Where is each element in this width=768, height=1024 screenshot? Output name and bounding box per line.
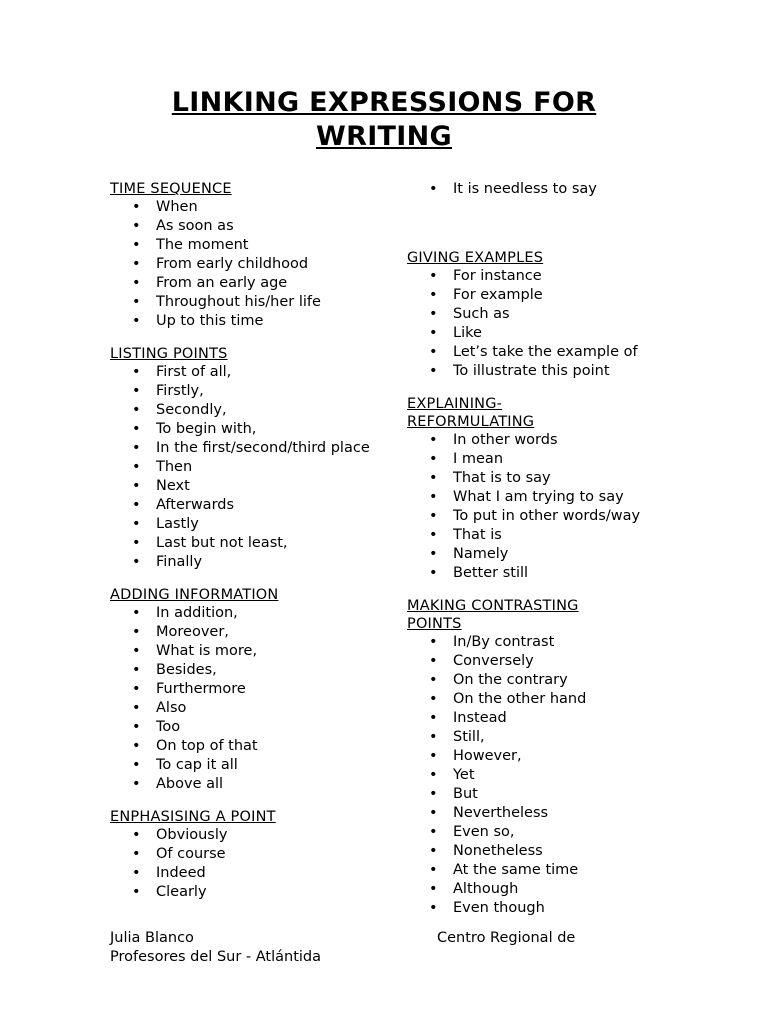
list-item: • Too (132, 719, 181, 735)
list-item: • Yet (429, 767, 475, 783)
bullet-icon: • (132, 313, 141, 329)
section-listing-points (110, 345, 390, 572)
list-item: • Although (429, 881, 519, 897)
bullet-icon: • (429, 470, 438, 486)
bullet-icon: • (132, 478, 141, 494)
list-item: • Nonetheless (429, 843, 543, 859)
list-item: • First of all, (132, 364, 232, 380)
list-item: • Furthermore (132, 681, 246, 697)
bullet-icon: • (132, 364, 141, 380)
list-item: • Nevertheless (429, 805, 549, 821)
bullet-list (110, 198, 390, 331)
list-item: • On top of that (132, 738, 258, 754)
list-item: • On the other hand (429, 691, 587, 707)
section-making-contrasting-points (407, 597, 707, 918)
list-item: • Also (132, 700, 187, 716)
bullet-icon: • (132, 421, 141, 437)
section-heading: MAKING CONTRASTING POINTS (407, 598, 579, 632)
list-item: • Of course (132, 846, 226, 862)
bullet-icon: • (132, 700, 141, 716)
list-item: • Above all (132, 776, 224, 792)
bullet-list (407, 633, 707, 918)
bullet-list (407, 180, 707, 199)
bullet-icon: • (429, 634, 438, 650)
bullet-icon: • (429, 710, 438, 726)
bullet-icon: • (429, 489, 438, 505)
author-name: Julia Blanco (110, 930, 194, 946)
bullet-list (110, 363, 390, 572)
bullet-list (110, 604, 390, 794)
list-item: • On the contrary (429, 672, 568, 688)
list-item: • Next (132, 478, 190, 494)
bullet-icon: • (132, 383, 141, 399)
left-column (110, 180, 390, 916)
bullet-icon: • (429, 843, 438, 859)
list-item: • Instead (429, 710, 507, 726)
footer-right (437, 929, 575, 948)
list-item: • I mean (429, 451, 504, 467)
bullet-icon: • (429, 748, 438, 764)
bullet-icon: • (132, 535, 141, 551)
section-explaining-reformulating (407, 395, 707, 583)
list-item: • In addition, (132, 605, 238, 621)
bullet-icon: • (429, 181, 438, 197)
bullet-icon: • (429, 527, 438, 543)
list-item: • Finally (132, 554, 203, 570)
bullet-icon: • (429, 432, 438, 448)
list-item: • Still, (429, 729, 485, 745)
list-item: • That is to say (429, 470, 551, 486)
title-line-2: WRITING (316, 121, 452, 152)
bullet-icon: • (429, 691, 438, 707)
list-item: • Even though (429, 900, 545, 916)
bullet-icon: • (132, 776, 141, 792)
bullet-icon: • (132, 275, 141, 291)
list-item: • Firstly, (132, 383, 204, 399)
right-column (407, 180, 707, 932)
list-item: • Then (132, 459, 193, 475)
bullet-icon: • (429, 729, 438, 745)
list-item: • That is (429, 527, 502, 543)
list-item: • What I am trying to say (429, 489, 624, 505)
bullet-icon: • (429, 824, 438, 840)
list-item: • Conversely (429, 653, 534, 669)
bullet-icon: • (429, 325, 438, 341)
section-heading: ENPHASISING A POINT (110, 809, 276, 825)
bullet-icon: • (132, 199, 141, 215)
bullet-list (407, 431, 707, 583)
list-item: • To put in other words/way (429, 508, 641, 524)
bullet-icon: • (132, 554, 141, 570)
section-heading: ADDING INFORMATION (110, 587, 279, 603)
list-item: • What is more, (132, 643, 258, 659)
section-heading: TIME SEQUENCE (110, 181, 232, 197)
bullet-icon: • (132, 440, 141, 456)
bullet-icon: • (429, 881, 438, 897)
list-item: • In the first/second/third place (132, 440, 370, 456)
bullet-icon: • (429, 672, 438, 688)
bullet-icon: • (429, 344, 438, 360)
list-item: • Let’s take the example of (429, 344, 638, 360)
bullet-icon: • (429, 363, 438, 379)
bullet-icon: • (429, 451, 438, 467)
bullet-icon: • (429, 268, 438, 284)
bullet-icon: • (132, 662, 141, 678)
bullet-icon: • (132, 738, 141, 754)
list-item: • But (429, 786, 478, 802)
section-heading: GIVING EXAMPLES (407, 250, 544, 266)
list-item: • Clearly (132, 884, 207, 900)
bullet-icon: • (429, 786, 438, 802)
bullet-icon: • (132, 256, 141, 272)
title-line-1: LINKING EXPRESSIONS FOR (171, 87, 597, 118)
bullet-icon: • (132, 624, 141, 640)
bullet-icon: • (132, 643, 141, 659)
bullet-icon: • (429, 287, 438, 303)
list-item: • From early childhood (132, 256, 309, 272)
bullet-icon: • (429, 565, 438, 581)
list-item: • For example (429, 287, 543, 303)
list-item: • Obviously (132, 827, 228, 843)
bullet-list (110, 826, 390, 902)
section-giving-examples (407, 249, 707, 381)
list-item: • Indeed (132, 865, 206, 881)
section-heading: LISTING POINTS (110, 346, 228, 362)
bullet-icon: • (132, 605, 141, 621)
bullet-icon: • (132, 459, 141, 475)
bullet-icon: • (132, 237, 141, 253)
bullet-list (407, 267, 707, 381)
list-item: • Besides, (132, 662, 217, 678)
section-continued (407, 180, 707, 199)
list-item: • In other words (429, 432, 558, 448)
bullet-icon: • (132, 757, 141, 773)
list-item: • To cap it all (132, 757, 238, 773)
bullet-icon: • (429, 862, 438, 878)
bullet-icon: • (132, 884, 141, 900)
list-item: • To illustrate this point (429, 363, 610, 379)
bullet-icon: • (429, 767, 438, 783)
section-enphasising-a-point (110, 808, 390, 902)
list-item: • Like (429, 325, 482, 341)
list-item: • For instance (429, 268, 542, 284)
document-title (0, 86, 768, 154)
bullet-icon: • (132, 516, 141, 532)
list-item: • To begin with, (132, 421, 257, 437)
bullet-icon: • (132, 865, 141, 881)
bullet-icon: • (429, 653, 438, 669)
bullet-icon: • (132, 218, 141, 234)
list-item: • Up to this time (132, 313, 264, 329)
list-item: • Even so, (429, 824, 515, 840)
list-item: • Afterwards (132, 497, 235, 513)
bullet-icon: • (132, 497, 141, 513)
list-item: • Better still (429, 565, 529, 581)
list-item: • Throughout his/her life (132, 294, 321, 310)
list-item: • Namely (429, 546, 509, 562)
list-item: • Moreover, (132, 624, 229, 640)
list-item: • Lastly (132, 516, 199, 532)
list-item: • As soon as (132, 218, 234, 234)
list-item: • Last but not least, (132, 535, 288, 551)
bullet-icon: • (429, 546, 438, 562)
bullet-icon: • (429, 900, 438, 916)
institution-line: Profesores del Sur - Atlántida (110, 949, 322, 965)
list-item: • From an early age (132, 275, 288, 291)
list-item: • Such as (429, 306, 510, 322)
footer-left (110, 929, 321, 967)
bullet-icon: • (429, 306, 438, 322)
bullet-icon: • (132, 719, 141, 735)
bullet-icon: • (132, 681, 141, 697)
institution-name: Centro Regional de (437, 930, 576, 946)
list-item: • It is needless to say (429, 181, 597, 197)
bullet-icon: • (429, 805, 438, 821)
list-item: • At the same time (429, 862, 579, 878)
section-adding-information (110, 586, 390, 794)
list-item: • However, (429, 748, 522, 764)
bullet-icon: • (429, 508, 438, 524)
list-item: • The moment (132, 237, 249, 253)
bullet-icon: • (132, 294, 141, 310)
list-item: • Secondly, (132, 402, 227, 418)
bullet-icon: • (132, 827, 141, 843)
bullet-icon: • (132, 402, 141, 418)
list-item: • When (132, 199, 198, 215)
section-time-sequence (110, 180, 390, 331)
list-item: • In/By contrast (429, 634, 555, 650)
section-heading: EXPLAINING-REFORMULATING (407, 396, 535, 430)
bullet-icon: • (132, 846, 141, 862)
